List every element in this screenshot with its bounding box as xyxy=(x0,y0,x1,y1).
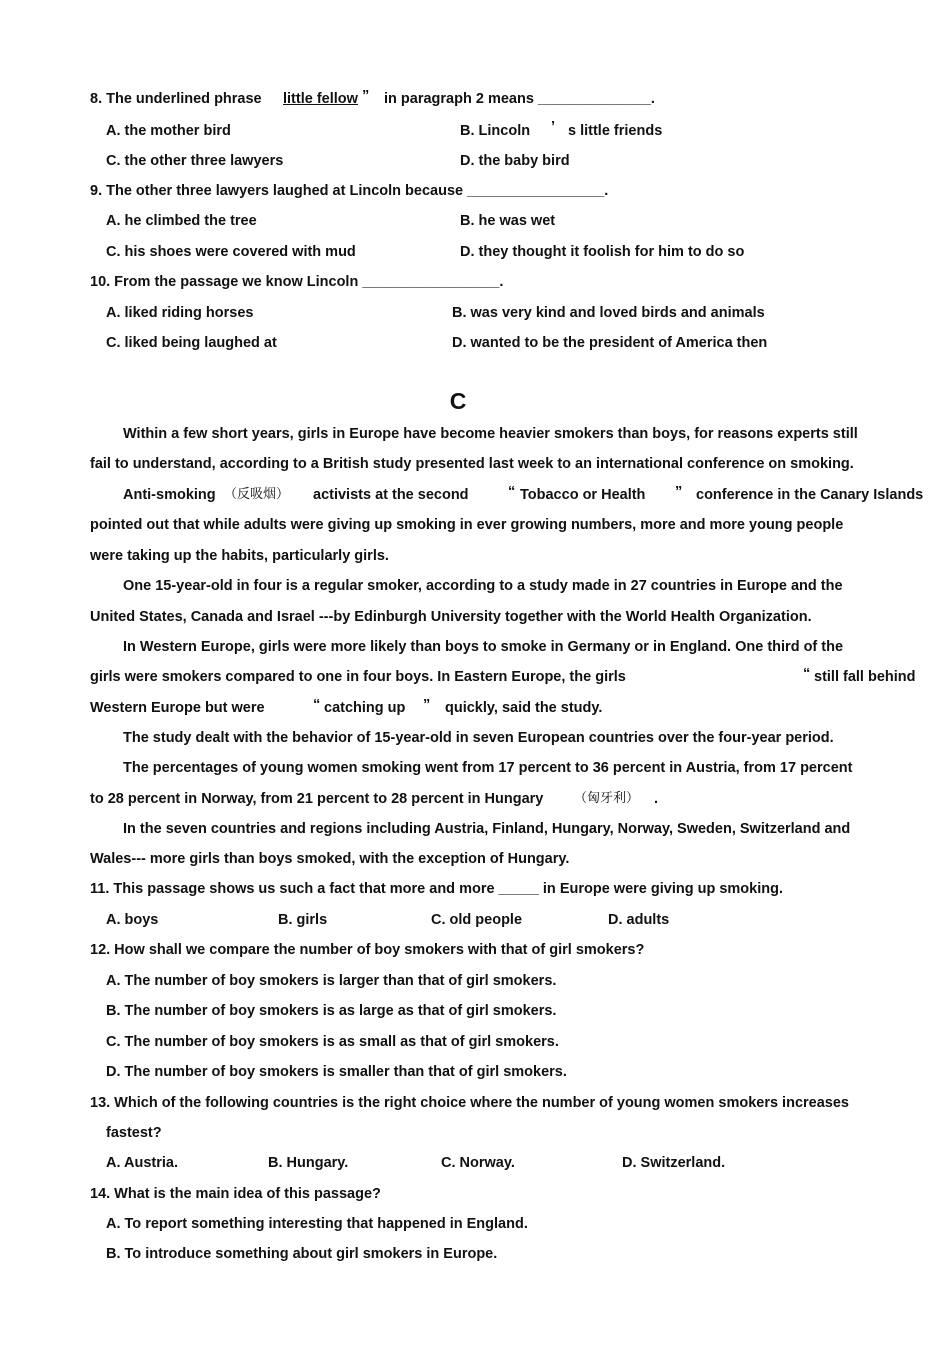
q11-option-c: C. old people xyxy=(431,912,523,928)
passage-p7-line1: In the seven countries and regions including Austria, Finland, Hungary, Norway, Sweden, Switzerland and xyxy=(123,821,851,837)
q8-option-b-apostrophe: ’ xyxy=(551,119,556,135)
q11-option-b: B. girls xyxy=(278,912,328,928)
passage-p3-line2: United States, Canada and Israel ---by Edinburgh University together with the World Health Organization. xyxy=(90,609,812,625)
q12-option-b: B. The number of boy smokers is as large as that of girl smokers. xyxy=(106,1003,557,1019)
q8-option-b-post: s little friends xyxy=(568,123,663,139)
passage-p3-line1: One 15-year-old in four is a regular smoker, according to a study made in 27 countries in Europe and the xyxy=(123,578,843,594)
q9-stem: 9. The other three lawyers laughed at Lincoln because _________________. xyxy=(90,183,609,199)
q8-option-b-pre: B. Lincoln xyxy=(460,123,531,139)
passage-p2-activists: activists at the second xyxy=(313,487,469,503)
q8-stem-end: in paragraph 2 means ______________. xyxy=(384,91,655,107)
q8-stem xyxy=(90,90,262,108)
q12-option-c: C. The number of boy smokers is as small as that of girl smokers. xyxy=(106,1034,559,1050)
passage-p4-open-quote-1: “ xyxy=(803,666,811,682)
passage-p7-line2: Wales--- more girls than boys smoked, with the exception of Hungary. xyxy=(90,851,570,867)
q10-option-b: B. was very kind and loved birds and animals xyxy=(452,305,765,321)
q14-option-b: B. To introduce something about girl smokers in Europe. xyxy=(106,1246,498,1262)
passage-p2-line1-end: conference in the Canary Islands xyxy=(696,487,924,503)
q14-option-a: A. To report something interesting that happened in England. xyxy=(106,1216,528,1232)
passage-p5: The study dealt with the behavior of 15-year-old in seven European countries over the four-year period. xyxy=(123,730,834,746)
section-title: C xyxy=(449,388,467,414)
q13-option-d: D. Switzerland. xyxy=(622,1155,726,1171)
q10-stem: 10. From the passage we know Lincoln _________________. xyxy=(90,274,504,290)
q8-close-quote: ” xyxy=(362,88,370,104)
q13-option-b: B. Hungary. xyxy=(268,1155,349,1171)
passage-p2-close-quote: ” xyxy=(675,484,683,500)
passage-p4-open-quote-2: “ xyxy=(313,697,321,713)
q8-option-c: C. the other three lawyers xyxy=(106,153,284,169)
q10-option-d: D. wanted to be the president of America then xyxy=(452,335,768,351)
q9-option-d: D. they thought it foolish for him to do so xyxy=(460,244,745,260)
q8-option-a: A. the mother bird xyxy=(106,123,231,139)
passage-p2-chinese-note: （反吸烟） xyxy=(224,487,290,502)
q13-stem-line2: fastest? xyxy=(106,1125,162,1141)
q11-option-d: D. adults xyxy=(608,912,670,928)
passage-p4-close-quote: ” xyxy=(423,697,431,713)
q8-stem-start: 8. The underlined phrase xyxy=(90,91,262,107)
passage-p1-line2: fail to understand, according to a British study presented last week to an international conference on smoking. xyxy=(90,456,854,472)
q11-stem: 11. This passage shows us such a fact that more and more _____ in Europe were giving up smoking. xyxy=(90,881,783,897)
passage-p2-start: Anti-smoking xyxy=(123,487,216,503)
passage-p4-catching-up: catching up xyxy=(324,700,406,716)
q13-option-a: A. Austria. xyxy=(106,1155,178,1171)
passage-p6-line1: The percentages of young women smoking went from 17 percent to 36 percent in Austria, from 17 percent xyxy=(123,760,853,776)
q9-option-c: C. his shoes were covered with mud xyxy=(106,244,356,260)
passage-p6-chinese-note: （匈牙利） xyxy=(574,791,640,806)
q13-option-c: C. Norway. xyxy=(441,1155,515,1171)
q8-option-d: D. the baby bird xyxy=(460,153,570,169)
passage-p6-line2: to 28 percent in Norway, from 21 percent to 28 percent in Hungary xyxy=(90,791,544,807)
q8-underlined-phrase: little fellow xyxy=(283,91,358,107)
q14-stem: 14. What is the main idea of this passage? xyxy=(90,1186,381,1202)
q10-option-a: A. liked riding horses xyxy=(106,305,254,321)
passage-p2-open-quote: “ xyxy=(508,484,516,500)
passage-p1-line1: Within a few short years, girls in Europe have become heavier smokers than boys, for reasons experts still xyxy=(123,426,858,442)
passage-p4-line3-start: Western Europe but were xyxy=(90,700,265,716)
q13-stem-line1: 13. Which of the following countries is the right choice where the number of young women smokers increases xyxy=(90,1095,849,1111)
q12-stem: 12. How shall we compare the number of boy smokers with that of girl smokers? xyxy=(90,942,645,958)
q12-option-a: A. The number of boy smokers is larger than that of girl smokers. xyxy=(106,973,557,989)
passage-p4-line3-end: quickly, said the study. xyxy=(445,700,603,716)
passage-p4-line2-start: girls were smokers compared to one in four boys. In Eastern Europe, the girls xyxy=(90,669,626,685)
q9-option-b: B. he was wet xyxy=(460,213,556,229)
passage-p2-line3: were taking up the habits, particularly girls. xyxy=(90,548,389,564)
q12-option-d: D. The number of boy smokers is smaller than that of girl smokers. xyxy=(106,1064,567,1080)
q11-option-a: A. boys xyxy=(106,912,159,928)
q9-option-a: A. he climbed the tree xyxy=(106,213,257,229)
q10-option-c: C. liked being laughed at xyxy=(106,335,277,351)
passage-p4-line1: In Western Europe, girls were more likely than boys to smoke in Germany or in England. One third of the xyxy=(123,639,844,655)
passage-p4-line2-end: still fall behind xyxy=(814,669,916,685)
passage-p2-line2: pointed out that while adults were giving up smoking in ever growing numbers, more and more young people xyxy=(90,517,844,533)
passage-p6-period: . xyxy=(654,791,659,807)
passage-p2-conference-name: Tobacco or Health xyxy=(520,487,646,503)
